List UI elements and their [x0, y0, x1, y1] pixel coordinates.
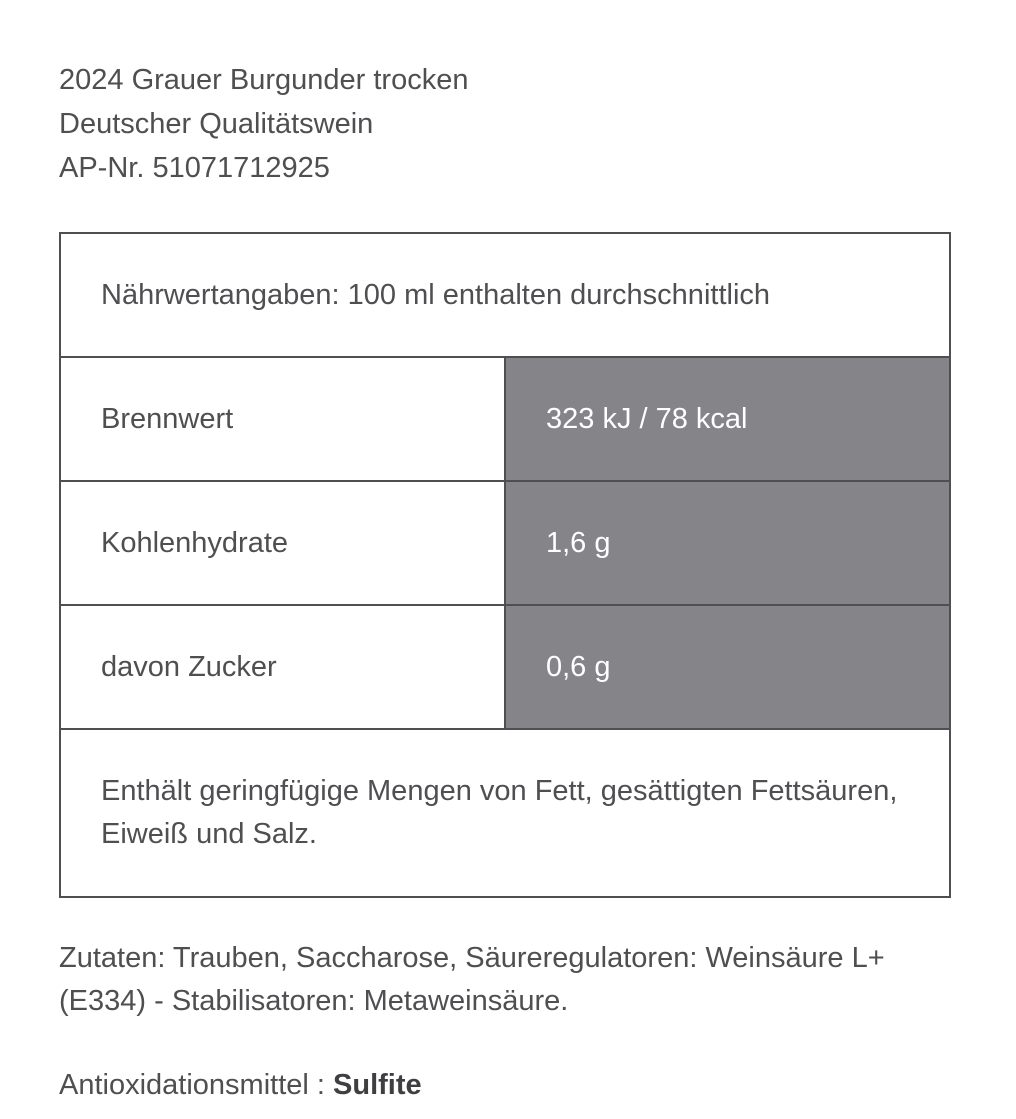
- ingredients-text: Zutaten: Trauben, Saccharose, Säureregulatoren: Weinsäure L+ (E334) - Stabilisatoren: Metaweinsäure.: [59, 942, 885, 1017]
- nutrition-table: [59, 232, 951, 898]
- antioxidant-label: Antioxidationsmittel :: [59, 1069, 334, 1101]
- ap-number: AP-Nr. 51071712925: [59, 152, 330, 184]
- sugar-label: davon Zucker: [61, 606, 506, 728]
- antioxidant-line: [59, 1064, 422, 1107]
- wine-name: 2024 Grauer Burgunder trocken: [59, 64, 469, 96]
- wine-header: [59, 58, 468, 190]
- nutrition-note: Enthält geringfügige Mengen von Fett, gesättigten Fettsäuren, Eiweiß und Salz.: [101, 775, 898, 850]
- nutrition-title: Nährwertangaben: 100 ml enthalten durchschnittlich: [101, 278, 771, 311]
- nutrition-note-row: [61, 728, 949, 896]
- table-row: [61, 356, 949, 480]
- energy-value: 323 kJ / 78 kcal: [506, 358, 949, 480]
- table-row: [61, 480, 949, 604]
- carbohydrates-value: 1,6 g: [506, 482, 949, 604]
- table-row: [61, 604, 949, 728]
- nutrition-table-header: [61, 234, 949, 356]
- antioxidant-value: Sulfite: [333, 1069, 422, 1101]
- wine-quality: Deutscher Qualitätswein: [59, 108, 374, 140]
- carbohydrates-label: Kohlenhydrate: [61, 482, 506, 604]
- energy-label: Brennwert: [61, 358, 506, 480]
- sugar-value: 0,6 g: [506, 606, 949, 728]
